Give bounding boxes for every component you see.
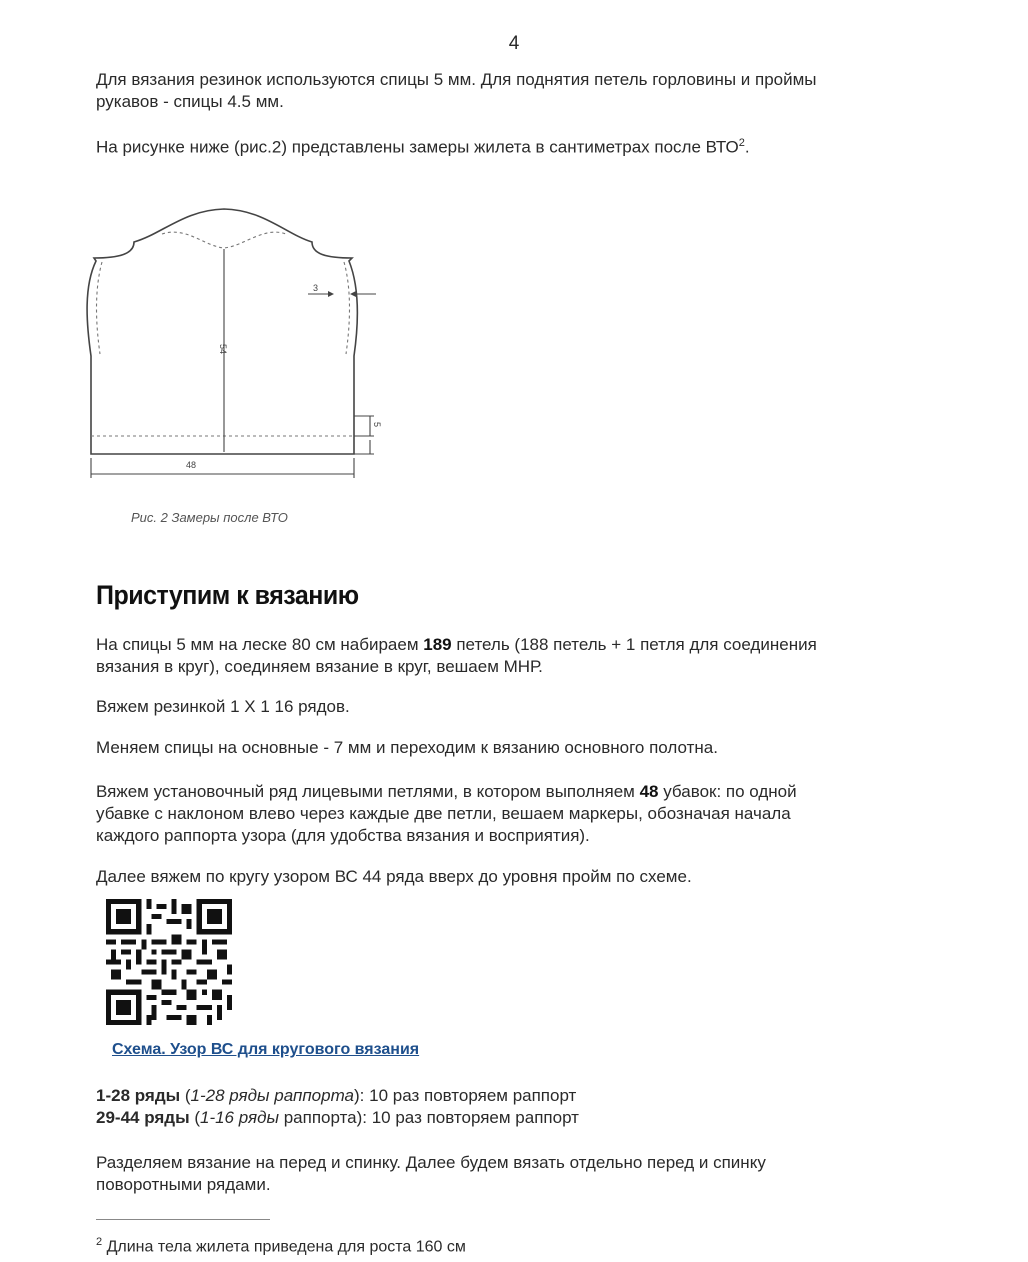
scheme-link[interactable]: Схема. Узор ВС для кругового вязания (112, 1041, 420, 1058)
intro-paragraph (96, 69, 956, 113)
row-instruction-text-1: ): 10 раз повторяем раппорт (354, 1086, 577, 1105)
row-open-2: ( (189, 1108, 200, 1127)
setup-line-2: убавке с наклоном влево через каждые две петли, вешаем маркеры, обозначая начала (96, 804, 791, 823)
cast-on-count: 189 (423, 635, 452, 654)
rib-paragraph: Вяжем резинкой 1 Х 1 16 рядов. (96, 697, 350, 716)
measurements-paragraph (96, 132, 956, 159)
vest-outline (87, 209, 357, 454)
footnote-marker: 2 (96, 1236, 103, 1248)
cast-on-text-b: петель (188 петель + 1 петля для соединения (451, 635, 817, 654)
neckline-stitch-line (162, 232, 286, 248)
row-repeat-range-2: 1-16 ряды (199, 1108, 279, 1127)
split-line-1: Разделяем вязание на перед и спинку. Далее будем вязать отдельно перед и спинку (96, 1153, 766, 1172)
armhole-dimension-label: 3 (313, 283, 319, 293)
cast-on-paragraph (96, 634, 956, 678)
section-heading: Приступим к вязанию (96, 580, 359, 611)
row-range-1: 1-28 ряды (96, 1086, 181, 1105)
measurements-text: На рисунке ниже (рис.2) представлены замеры жилета в сантиметрах после ВТО (96, 137, 739, 157)
setup-row-paragraph (96, 781, 956, 847)
cast-on-text-a: На спицы 5 мм на леске 80 см набираем (96, 635, 424, 654)
intro-line-2: рукавов - спицы 4.5 мм. (96, 92, 284, 111)
row-instruction-1 (96, 1085, 579, 1107)
row-instruction-text-2: раппорта): 10 раз повторяем раппорт (278, 1108, 579, 1127)
footnote-divider (96, 1219, 270, 1220)
rib-dimension-label: 5 (372, 422, 382, 428)
footnote-ref: 2 (738, 137, 745, 149)
vest-schematic-diagram (74, 196, 394, 488)
row-instructions (96, 1085, 579, 1129)
row-repeat-range-1: 1-28 ряды раппорта (190, 1086, 355, 1105)
setup-text-b: убавок: по одной (658, 782, 797, 801)
intro-line-1: Для вязания резинок используются спицы 5 мм. Для поднятия петель горловины и проймы (96, 70, 817, 89)
row-instruction-2 (96, 1107, 579, 1129)
right-armhole-stitch-line (344, 262, 350, 354)
setup-line-1 (96, 781, 956, 803)
cast-on-line-2: вязания в круг), соединяем вязание в круг, вешаем МНР. (96, 657, 543, 676)
change-needles-paragraph: Меняем спицы на основные - 7 мм и переходим к вязанию основного полотна. (96, 738, 718, 757)
row-open-1: ( (180, 1086, 191, 1105)
setup-decrease-count: 48 (639, 782, 659, 801)
page-number: 4 (508, 33, 520, 54)
measurements-end: . (744, 137, 750, 157)
split-paragraph (96, 1152, 956, 1196)
figure-caption: Рис. 2 Замеры после ВТО (131, 510, 288, 525)
qr-code-image[interactable] (106, 899, 232, 1025)
split-line-2: поворотными рядами. (96, 1175, 271, 1194)
width-dimension-label: 48 (186, 460, 197, 470)
footnote-text: Длина тела жилета приведена для роста 160 см (102, 1238, 466, 1256)
setup-text-a: Вяжем установочный ряд лицевыми петлями, в котором выполняем (96, 782, 640, 801)
setup-line-3: каждого раппорта узора (для удобства вязания и восприятия). (96, 826, 590, 845)
pattern-paragraph: Далее вяжем по кругу узором ВС 44 ряда вверх до уровня пройм по схеме. (96, 867, 692, 886)
cast-on-line-1 (96, 634, 956, 656)
footnote (96, 1236, 466, 1256)
left-armhole-stitch-line (97, 262, 103, 354)
height-dimension-label: 54 (218, 344, 228, 355)
row-range-2: 29-44 ряды (96, 1108, 190, 1127)
